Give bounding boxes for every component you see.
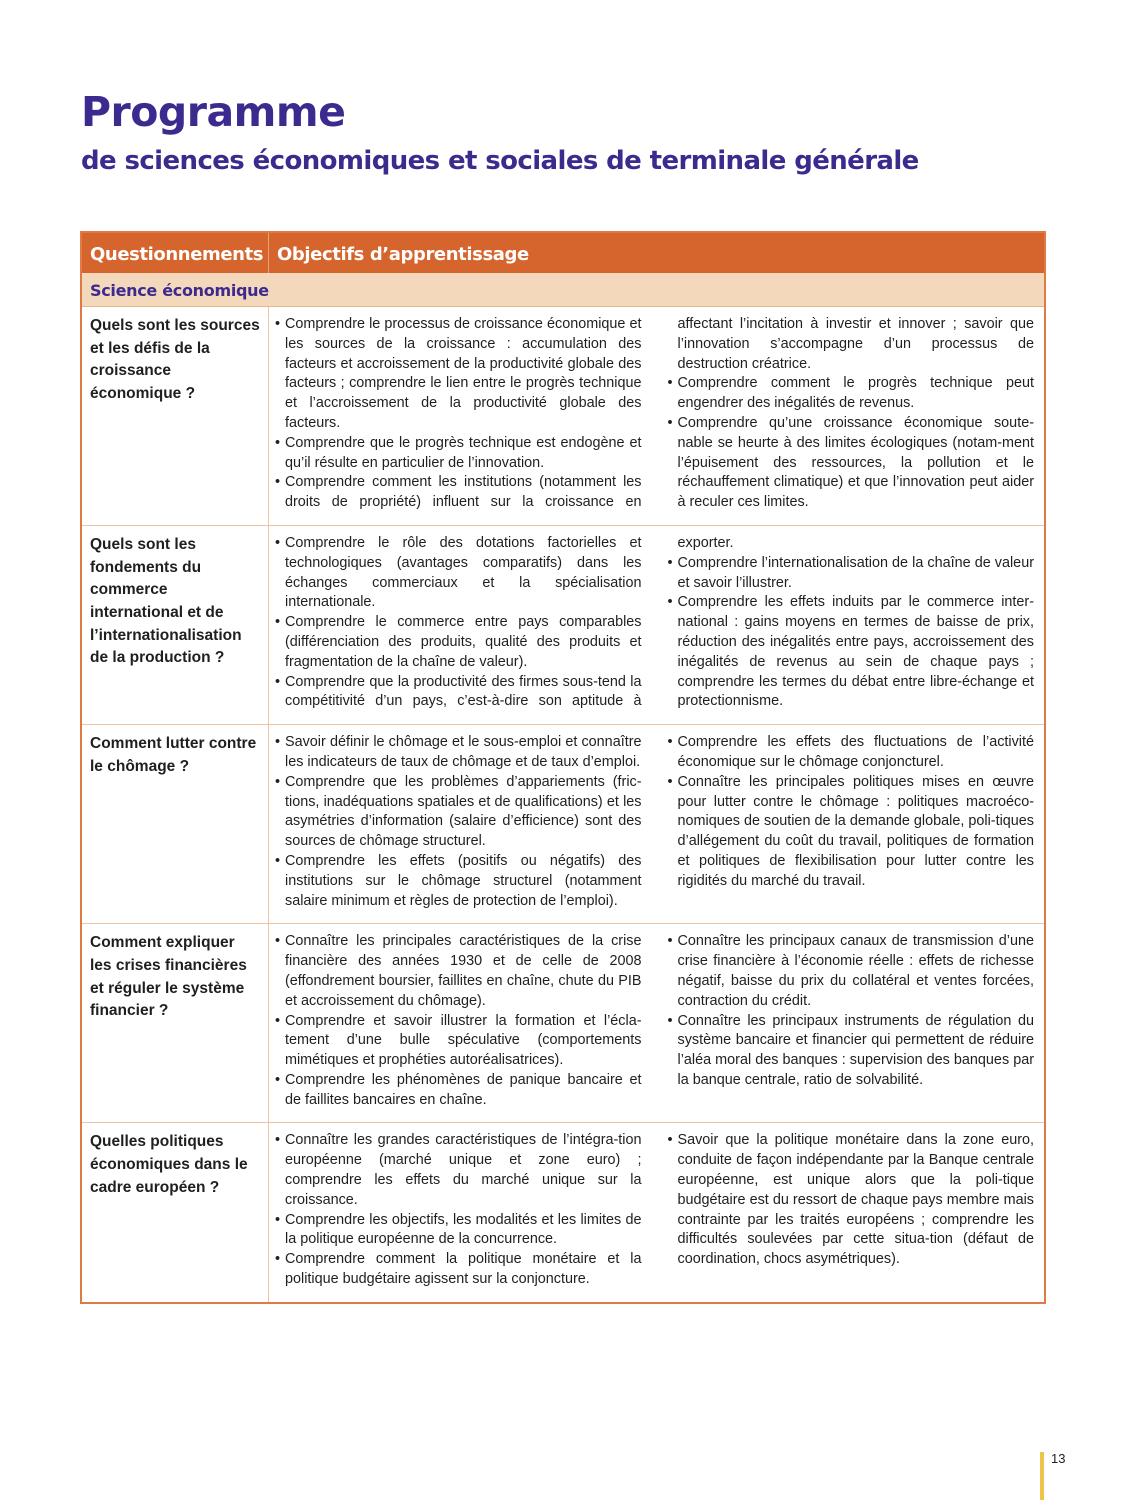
objective-text: Savoir que la politique monétaire dans la zone euro, conduite de façon indépendante par la Banque centrale européenne, est unique alors que la poli-tique budgétaire est du ressort de chaque pays membre mais contrainte par les traités européens ; comprendre les difficultés soulevées par cette situa-tion (défaut de coordination, chocs asymétriques). (677, 1132, 1034, 1268)
objectives-cell (269, 1123, 1046, 1303)
objective-text: Connaître les principaux canaux de transmission d’une crise financière à l’économie réelle : effets de richesse négatif, baisse du prix du collatéral et ventes forcées, contraction du crédit. (677, 933, 1034, 1009)
objectives-list (273, 932, 1034, 1110)
objective-text: Comprendre l’internationalisation de la chaîne de valeur et savoir l’illustrer. (677, 554, 1034, 591)
table-row (81, 1123, 1045, 1303)
table-row (81, 725, 1045, 924)
objective-text: Comprendre le commerce entre pays comparables (différenciation des produits, qualité des produits et fragmentation de la chaîne de valeur). (285, 614, 642, 670)
objective-item (273, 1211, 642, 1251)
question-cell: Quels sont les fondements du commerce international et de l’internationalisation de la production ? (81, 525, 269, 724)
table-row (81, 924, 1045, 1123)
bullet-icon: • (275, 614, 281, 631)
objective-item (666, 773, 1035, 892)
objectives-cell (269, 725, 1046, 924)
objective-item (273, 1071, 642, 1111)
question-cell: Comment lutter contre le chômage ? (81, 725, 269, 924)
table-row (81, 525, 1045, 724)
objective-item (666, 1012, 1035, 1091)
objective-text: Comprendre que le progrès technique est endogène et qu’il résulte en particulier de l’innovation. (285, 434, 642, 471)
bullet-icon: • (667, 554, 673, 571)
objective-text: Comprendre le rôle des dotations factorielles et technologiques (avantages comparatifs) dans les échanges commerciaux et la spécialisation internationale. (285, 534, 642, 611)
bullet-icon: • (275, 673, 281, 690)
question-cell: Quelles politiques économiques dans le cadre européen ? (81, 1123, 269, 1303)
objective-text: Comprendre les effets des fluctuations de l’activité économique sur le chômage conjoncturel. (677, 734, 1034, 770)
objective-item (273, 733, 642, 773)
objectives-cell (269, 525, 1046, 724)
bullet-icon: • (275, 852, 281, 869)
bullet-icon: • (275, 1211, 281, 1228)
objectives-cell (269, 307, 1046, 526)
bullet-icon: • (275, 316, 281, 332)
objective-text: Savoir définir le chômage et le sous-emploi et connaître les indicateurs de taux de chômage et de taux d’emploi. (285, 734, 642, 770)
bullet-icon: • (667, 414, 673, 431)
objective-item (273, 1250, 642, 1290)
objectives-columns (273, 932, 1034, 1110)
bullet-icon: • (667, 1132, 673, 1149)
objectives-columns (273, 315, 1034, 513)
objective-item (273, 932, 642, 1011)
bullet-icon: • (275, 474, 281, 491)
objective-text: Comprendre les objectifs, les modalités et les limites de la politique européenne de la concurrence. (285, 1211, 642, 1248)
table-header-row (81, 232, 1045, 273)
page-title: Programme (81, 88, 346, 136)
objective-item (666, 374, 1035, 414)
bullet-icon: • (275, 434, 281, 451)
objective-text: Comprendre les effets (positifs ou négatifs) des institutions sur le chômage structurel (notamment salaire minimum et règles de protection de l’emploi). (285, 852, 642, 909)
bullet-icon: • (667, 773, 673, 790)
objective-text: Comprendre que la productivité des firmes sous-tend la compétitivité d’un pays, c’est-à-dire son aptitude à exporter. (285, 534, 734, 710)
objective-item (273, 434, 642, 474)
table-row (81, 307, 1045, 526)
objective-item (273, 534, 642, 613)
objective-item (666, 414, 1035, 513)
objective-item (273, 1012, 642, 1071)
header-questionnements: Questionnements (81, 232, 269, 273)
objective-item (666, 932, 1035, 1011)
objective-text: Comprendre et savoir illustrer la formation et l’écla-tement d’une bulle spéculative (comportements mimétiques et prophéties autoréalisatrices). (285, 1012, 642, 1069)
bullet-icon: • (275, 773, 281, 790)
objective-text: Connaître les grandes caractéristiques de l’intégra-tion européenne (marché unique et zone euro) ; comprendre les effets du marché unique sur la croissance. (285, 1132, 642, 1208)
header-objectifs: Objectifs d’apprentissage (269, 232, 1046, 273)
bullet-icon: • (275, 1251, 281, 1268)
objective-item (666, 593, 1035, 712)
bullet-icon: • (275, 534, 281, 551)
objectives-columns (273, 534, 1034, 712)
objective-text: Connaître les principales politiques mises en œuvre pour lutter contre le chômage : politiques macroéco-nomiques de soutien de la demande globale, poli-tiques d’allégement du coût du travail, politiques de formation et politiques de flexibilisation pour lutter contre les rigidités du marché du travail. (677, 773, 1034, 889)
objective-text: Connaître les principaux instruments de régulation du système bancaire et financier qui permettent de réduire l’aléa moral des banques : supervision des banques par la banque centrale, ratio de solvabilité. (677, 1012, 1034, 1088)
objective-item (273, 1131, 642, 1210)
bullet-icon: • (667, 594, 673, 611)
bullet-icon: • (667, 933, 673, 950)
question-cell: Comment expliquer les crises financières et réguler le système financier ? (81, 924, 269, 1123)
objectives-columns (273, 733, 1034, 911)
objective-text: Comprendre comment le progrès technique peut engendrer des inégalités de revenus. (677, 375, 1034, 412)
objective-item (273, 613, 642, 672)
table-body (81, 273, 1045, 1303)
objectives-columns (273, 1131, 1034, 1289)
section-row (81, 273, 1045, 307)
objective-item (666, 733, 1035, 773)
bullet-icon: • (667, 375, 673, 392)
objective-item (273, 773, 642, 852)
objective-text: Comprendre qu’une croissance économique soute-nable se heurte à des limites écologiques (notam-ment l’épuisement des ressources, la pollution et le réchauffement climatique) et que l’innovation peut aider à reculer ces limites. (677, 414, 1034, 511)
objective-text: Comprendre les effets induits par le commerce inter-national : gains moyens en termes de baisse de prix, réduction des inégalités entre pays, accroissement des inégalités de revenus au sein de chaque pays ; comprendre les termes du débat entre libre-échange et protectionnisme. (677, 594, 1034, 710)
bullet-icon: • (275, 1012, 281, 1029)
bullet-icon: • (275, 1071, 281, 1088)
objective-item (273, 852, 642, 911)
page-subtitle: de sciences économiques et sociales de terminale générale (81, 146, 919, 176)
question-cell: Quels sont les sources et les défis de la croissance économique ? (81, 307, 269, 526)
objective-item (666, 554, 1035, 594)
bullet-icon: • (275, 1132, 281, 1149)
bullet-icon: • (275, 933, 281, 950)
objective-text: Connaître les principales caractéristiques de la crise financière des années 1930 et de celle de 2008 (effondrement boursier, faillites en chaîne, chute du PIB et accroissement du chômage). (285, 933, 642, 1009)
objectives-list (273, 733, 1034, 911)
objective-item (273, 315, 642, 434)
objective-text: Comprendre comment les institutions (notamment les droits de propriété) influent sur la croissance en affectant l’incitation à investir et innover ; savoir que l’innovation s’accompagne d’un processus de destruction créatrice. (285, 316, 1034, 511)
objectives-list (273, 315, 1034, 513)
page-number-marker (1040, 1452, 1044, 1500)
bullet-icon: • (667, 1012, 673, 1029)
bullet-icon: • (275, 734, 281, 751)
objective-text: Comprendre comment la politique monétaire et la politique budgétaire agissent sur la conjoncture. (285, 1251, 642, 1288)
bullet-icon: • (667, 734, 673, 751)
objectives-list (273, 1131, 1034, 1289)
programme-table (80, 231, 1046, 1304)
objective-text: Comprendre le processus de croissance économique et les sources de la croissance : accumulation des facteurs et accroissement de la productivité globale des facteurs ; comprendre le lien entre le progrès technique et l’accroissement de la productivité globale des facteurs. (285, 316, 642, 431)
objective-item (666, 1131, 1035, 1270)
objective-text: Comprendre que les problèmes d’appariements (fric-tions, inadéquations spatiales et de qualifications) et les asymétries d’information (salaire d’efficience) sont des sources de chômage structurel. (285, 773, 642, 850)
objective-text: Comprendre les phénomènes de panique bancaire et de faillites bancaires en chaîne. (285, 1071, 642, 1108)
section-title: Science économique (81, 273, 1045, 307)
objectives-list (273, 534, 1034, 712)
objectives-cell (269, 924, 1046, 1123)
page-number: 13 (1051, 1451, 1066, 1466)
